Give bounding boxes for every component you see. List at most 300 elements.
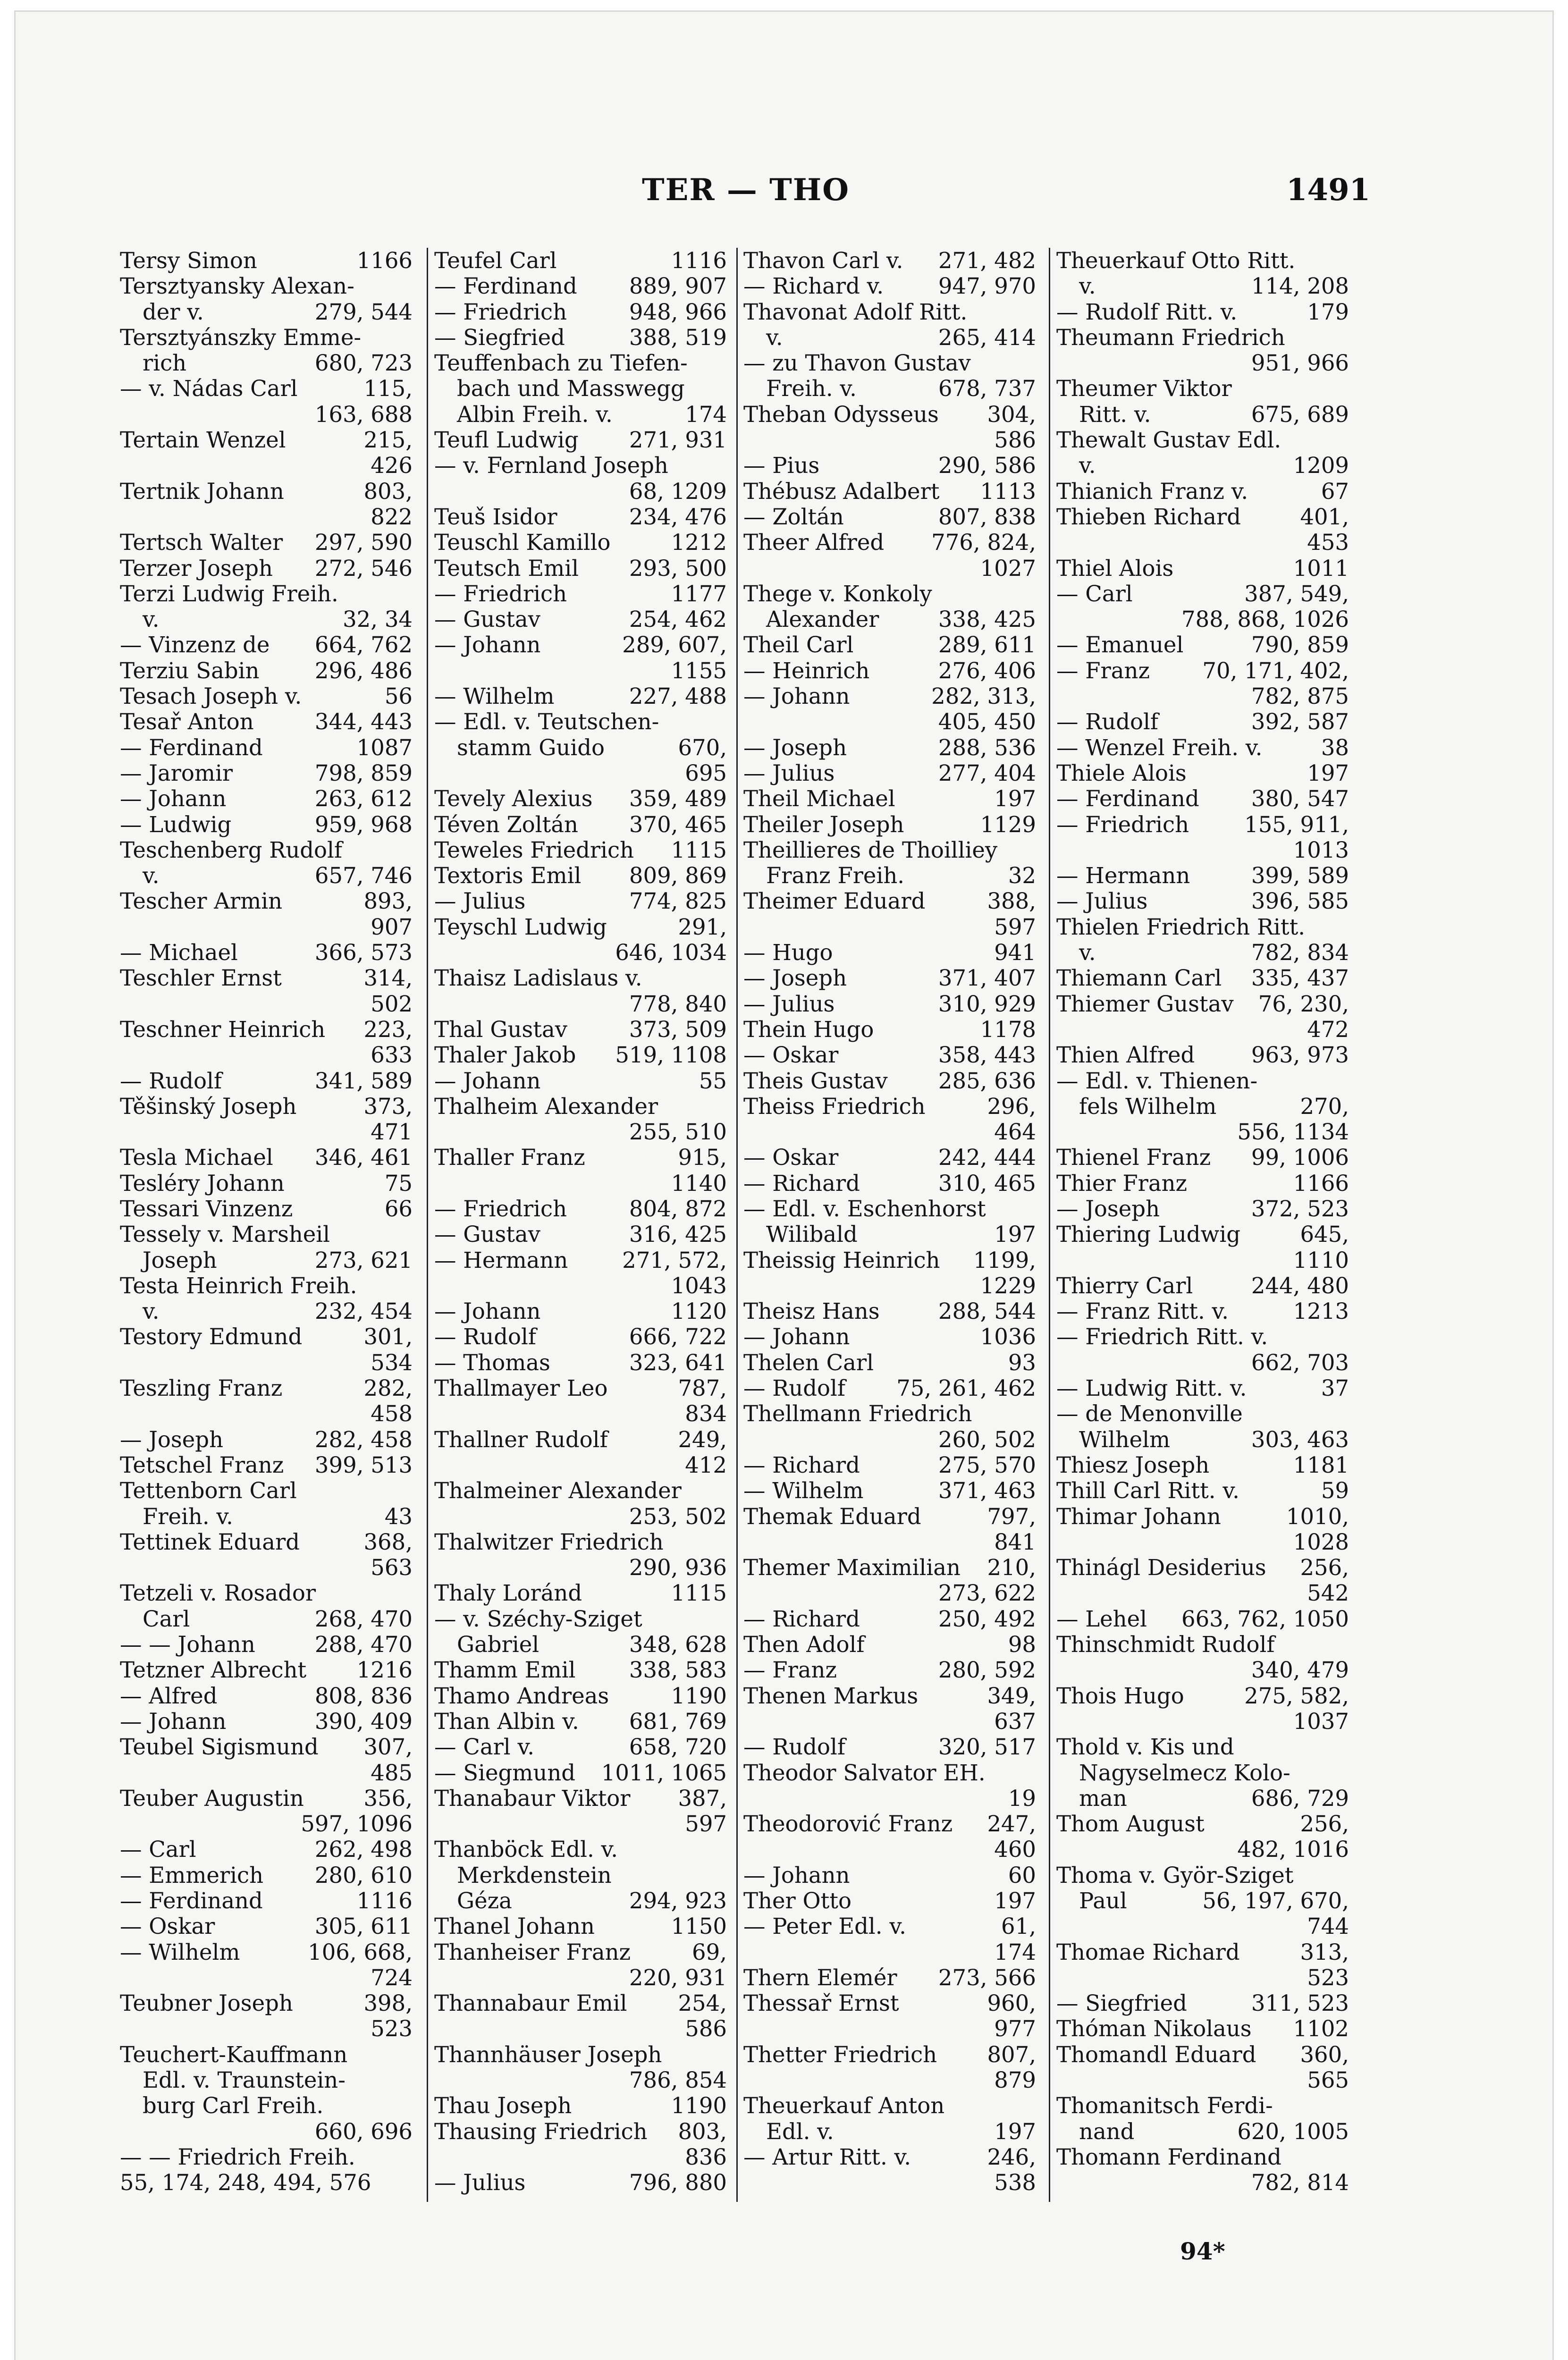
index-entry-line bbox=[120, 1247, 413, 1273]
entry-name: 55, 174, 248, 494, 576 bbox=[120, 2170, 371, 2196]
index-entry-line bbox=[120, 1401, 413, 1426]
index-entry-line bbox=[743, 504, 1036, 530]
entry-name: — Thomas bbox=[434, 1349, 550, 1375]
entry-page-refs: 32 bbox=[1008, 863, 1036, 889]
entry-page-refs: 1140 bbox=[671, 1170, 727, 1196]
entry-name: Thaller Franz bbox=[434, 1145, 585, 1171]
entry-name: Teuffenbach zu Tiefen- bbox=[434, 350, 688, 376]
entry-name: Tessely v. Marsheil bbox=[120, 1222, 330, 1247]
index-entry-line bbox=[1056, 683, 1349, 709]
entry-name: Textoris Emil bbox=[434, 863, 582, 889]
entry-name: Theissig Heinrich bbox=[743, 1247, 940, 1273]
entry-page-refs: 371, 407 bbox=[938, 965, 1036, 991]
entry-name: v. bbox=[766, 324, 783, 350]
index-entry-line bbox=[1056, 581, 1349, 607]
entry-page-refs: 1216 bbox=[356, 1657, 413, 1683]
index-column-4 bbox=[1056, 248, 1349, 2196]
entry-page-refs: 646, 1034 bbox=[615, 940, 727, 966]
index-entry-line bbox=[434, 837, 727, 863]
index-entry-line bbox=[743, 1452, 1036, 1478]
entry-name: Thomae Richard bbox=[1056, 1939, 1240, 1965]
entry-name: — Joseph bbox=[120, 1426, 224, 1452]
entry-page-refs: 563 bbox=[371, 1555, 413, 1581]
index-entry-line bbox=[120, 1478, 413, 1503]
index-entry-line bbox=[120, 940, 413, 965]
index-entry-line bbox=[743, 1094, 1036, 1119]
entry-name: — Rudolf bbox=[1056, 709, 1159, 735]
entry-name: Tescher Armin bbox=[120, 888, 283, 914]
entry-page-refs: 256, bbox=[1300, 1811, 1349, 1837]
entry-page-refs: 1181 bbox=[1293, 1452, 1349, 1478]
entry-name: — Wilhelm bbox=[120, 1939, 240, 1965]
index-entry-line bbox=[1056, 1837, 1349, 1862]
entry-name: Teuschl Kamillo bbox=[434, 530, 611, 556]
index-entry-line bbox=[120, 1939, 413, 1965]
entry-name: Tevely Alexius bbox=[434, 786, 593, 812]
index-entry-line bbox=[434, 2016, 727, 2041]
entry-name: — Ludwig Ritt. v. bbox=[1056, 1375, 1247, 1401]
index-entry-line bbox=[120, 991, 413, 1017]
entry-page-refs: 1212 bbox=[671, 530, 727, 556]
index-entry-line bbox=[434, 607, 727, 632]
index-entry-line bbox=[434, 1913, 727, 1939]
entry-name: — Emanuel bbox=[1056, 632, 1184, 658]
entry-page-refs: 253, 502 bbox=[629, 1503, 727, 1529]
index-entry-line bbox=[434, 1324, 727, 1349]
entry-page-refs: 1120 bbox=[671, 1298, 727, 1324]
entry-name: Těšinský Joseph bbox=[120, 1093, 297, 1119]
entry-name: — Johann bbox=[743, 1324, 850, 1350]
index-entry-line bbox=[743, 863, 1036, 888]
entry-page-refs: 294, 923 bbox=[629, 1888, 727, 1913]
entry-page-refs: 1229 bbox=[980, 1273, 1036, 1298]
entry-name: Thalheim Alexander bbox=[434, 1093, 658, 1119]
entry-page-refs: 841 bbox=[994, 1529, 1036, 1555]
index-entry-line bbox=[1056, 1247, 1349, 1273]
entry-page-refs: 197 bbox=[994, 2118, 1036, 2144]
entry-name: v. bbox=[143, 863, 160, 889]
entry-name: — Edl. v. Teutschen- bbox=[434, 709, 659, 735]
entry-name: — Ferdinand bbox=[434, 273, 577, 299]
entry-page-refs: 242, 444 bbox=[938, 1145, 1036, 1171]
index-entry-line bbox=[120, 1452, 413, 1478]
index-entry-line bbox=[743, 427, 1036, 453]
entry-page-refs: 106, 668, bbox=[308, 1939, 413, 1965]
index-entry-line bbox=[1056, 1068, 1349, 1094]
entry-page-refs: 305, 611 bbox=[314, 1913, 413, 1939]
entry-name: — Ludwig bbox=[120, 811, 232, 837]
index-entry-line bbox=[743, 837, 1036, 863]
index-entry-line bbox=[434, 530, 727, 555]
entry-page-refs: 115, bbox=[363, 376, 413, 402]
entry-name: Tesléry Johann bbox=[120, 1170, 285, 1196]
entry-page-refs: 1013 bbox=[1293, 837, 1349, 863]
entry-name: v. bbox=[1079, 273, 1096, 299]
index-entry-line bbox=[434, 1094, 727, 1119]
index-column-2 bbox=[434, 248, 727, 2196]
entry-page-refs: 280, 610 bbox=[314, 1862, 413, 1888]
entry-name: v. bbox=[143, 607, 160, 632]
entry-page-refs: 263, 612 bbox=[314, 786, 413, 812]
entry-page-refs: 314, bbox=[363, 965, 413, 991]
entry-name: man bbox=[1079, 1785, 1127, 1811]
entry-page-refs: 597 bbox=[994, 914, 1036, 940]
index-entry-line bbox=[120, 1913, 413, 1939]
entry-name: — Michael bbox=[120, 940, 238, 966]
entry-name: Thiele Alois bbox=[1056, 760, 1187, 786]
index-entry-line bbox=[743, 1606, 1036, 1632]
entry-name: Theumer Viktor bbox=[1056, 376, 1232, 402]
entry-name: Thieben Richard bbox=[1056, 504, 1241, 530]
entry-name: — Pius bbox=[743, 453, 820, 479]
entry-page-refs: 55 bbox=[699, 1068, 727, 1094]
entry-page-refs: 360, bbox=[1300, 2041, 1349, 2067]
entry-name: Thierry Carl bbox=[1056, 1273, 1193, 1298]
index-entry-line bbox=[743, 299, 1036, 325]
index-entry-line bbox=[120, 1760, 413, 1786]
index-entry-line bbox=[1056, 1965, 1349, 1990]
entry-page-refs: 250, 492 bbox=[938, 1606, 1036, 1632]
index-entry-line bbox=[120, 402, 413, 427]
entry-page-refs: 1115 bbox=[671, 1580, 727, 1606]
index-entry-line bbox=[1056, 1683, 1349, 1709]
entry-page-refs: 390, 409 bbox=[314, 1708, 413, 1734]
index-entry-line bbox=[743, 1811, 1036, 1837]
entry-name: Thannhäuser Joseph bbox=[434, 2041, 662, 2067]
index-entry-line bbox=[120, 709, 413, 734]
entry-page-refs: 273, 621 bbox=[314, 1247, 413, 1273]
entry-name: Edl. v. bbox=[766, 2118, 834, 2144]
entry-page-refs: 1102 bbox=[1293, 2016, 1349, 2042]
entry-name: fels Wilhelm bbox=[1079, 1093, 1217, 1119]
entry-name: — Joseph bbox=[1056, 1196, 1160, 1222]
index-entry-line bbox=[743, 1632, 1036, 1657]
entry-page-refs: 790, 859 bbox=[1251, 632, 1349, 658]
entry-page-refs: 519, 1108 bbox=[615, 1042, 727, 1068]
index-entry-line bbox=[434, 427, 727, 453]
index-entry-line bbox=[120, 1606, 413, 1632]
index-entry-line bbox=[743, 581, 1036, 607]
entry-name: Teyschl Ludwig bbox=[434, 914, 607, 940]
index-entry-line bbox=[1056, 1504, 1349, 1529]
entry-name: — Johann bbox=[120, 786, 227, 812]
index-entry-line bbox=[1056, 1298, 1349, 1324]
entry-page-refs: 244, 480 bbox=[1251, 1273, 1349, 1298]
index-entry-line bbox=[743, 376, 1036, 401]
entry-name: Thaisz Ladislaus v. bbox=[434, 965, 642, 991]
entry-name: — Rudolf bbox=[434, 1324, 537, 1350]
entry-page-refs: 1036 bbox=[980, 1324, 1036, 1350]
entry-page-refs: 597 bbox=[685, 1811, 727, 1837]
entry-page-refs: 502 bbox=[371, 991, 413, 1017]
entry-page-refs: 744 bbox=[1307, 1913, 1349, 1939]
entry-page-refs: 323, 641 bbox=[629, 1349, 727, 1375]
entry-page-refs: 373, 509 bbox=[629, 1016, 727, 1042]
entry-name: — Joseph bbox=[743, 734, 847, 760]
entry-page-refs: 645, bbox=[1300, 1222, 1349, 1247]
entry-page-refs: 398, bbox=[363, 1990, 413, 2016]
index-entry-line bbox=[120, 914, 413, 940]
entry-page-refs: 658, 720 bbox=[629, 1734, 727, 1760]
entry-name: Thill Carl Ritt. v. bbox=[1056, 1478, 1239, 1504]
index-entry-line bbox=[120, 581, 413, 607]
index-entry-line bbox=[120, 1504, 413, 1529]
entry-page-refs: 787, bbox=[678, 1375, 727, 1401]
index-entry-line bbox=[1056, 1863, 1349, 1888]
index-entry-line bbox=[434, 581, 727, 607]
index-entry-line bbox=[743, 1760, 1036, 1786]
entry-page-refs: 75, 261, 462 bbox=[896, 1375, 1036, 1401]
entry-page-refs: 1110 bbox=[1293, 1247, 1349, 1273]
index-entry-line bbox=[743, 632, 1036, 657]
index-entry-line bbox=[743, 1273, 1036, 1298]
index-entry-line bbox=[1056, 556, 1349, 581]
index-entry-line bbox=[434, 812, 727, 837]
entry-name: — Vinzenz de bbox=[120, 632, 270, 658]
index-entry-line bbox=[1056, 325, 1349, 350]
entry-page-refs: 778, 840 bbox=[629, 991, 727, 1017]
index-entry-line bbox=[743, 683, 1036, 709]
entry-page-refs: 915, bbox=[678, 1145, 727, 1171]
entry-name: Testa Heinrich Freih. bbox=[120, 1273, 357, 1298]
index-entry-line bbox=[1056, 812, 1349, 837]
entry-page-refs: 272, 546 bbox=[314, 555, 413, 581]
entry-page-refs: 67 bbox=[1321, 478, 1349, 504]
entry-page-refs: 254, bbox=[678, 1990, 727, 2016]
index-entry-line bbox=[434, 1734, 727, 1760]
index-entry-line bbox=[1056, 1555, 1349, 1580]
entry-page-refs: 681, 769 bbox=[629, 1708, 727, 1734]
entry-name: — Wilhelm bbox=[434, 683, 555, 709]
index-entry-line bbox=[1056, 658, 1349, 683]
entry-page-refs: 670, bbox=[678, 734, 727, 760]
entry-page-refs: 1190 bbox=[671, 1683, 727, 1709]
index-entry-line bbox=[434, 1863, 727, 1888]
index-entry-line bbox=[120, 1222, 413, 1247]
entry-name: Thamo Andreas bbox=[434, 1683, 609, 1709]
entry-name: Paul bbox=[1079, 1888, 1127, 1913]
entry-name: — Rudolf bbox=[743, 1734, 846, 1760]
entry-name: Thoma v. Györ-Sziget bbox=[1056, 1862, 1294, 1888]
entry-page-refs: 620, 1005 bbox=[1237, 2118, 1349, 2144]
index-entry-line bbox=[434, 2170, 727, 2195]
index-entry-line bbox=[743, 760, 1036, 786]
index-entry-line bbox=[1056, 530, 1349, 555]
index-entry-line bbox=[1056, 1273, 1349, 1298]
entry-name: — Johann bbox=[434, 632, 541, 658]
entry-name: — Hermann bbox=[434, 1247, 568, 1273]
entry-page-refs: 289, 611 bbox=[938, 632, 1036, 658]
entry-name: Thienel Franz bbox=[1056, 1145, 1211, 1171]
entry-name: Thiemann Carl bbox=[1056, 965, 1222, 991]
entry-name: Thiering Ludwig bbox=[1056, 1222, 1240, 1247]
index-entry-line bbox=[434, 2093, 727, 2118]
index-entry-line bbox=[1056, 2144, 1349, 2170]
entry-name: Thavonat Adolf Ritt. bbox=[743, 299, 968, 325]
entry-page-refs: 70, 171, 402, bbox=[1202, 657, 1349, 683]
signature-mark: 94* bbox=[1180, 2237, 1225, 2265]
entry-page-refs: 288, 544 bbox=[938, 1298, 1036, 1324]
entry-name: — Franz bbox=[1056, 657, 1150, 683]
entry-name: Tersztyansky Alexan- bbox=[120, 273, 354, 299]
entry-page-refs: 565 bbox=[1307, 2067, 1349, 2093]
index-entry-line bbox=[434, 1222, 727, 1247]
index-entry-line bbox=[120, 376, 413, 401]
entry-page-refs: 675, 689 bbox=[1251, 401, 1349, 427]
entry-page-refs: 307, bbox=[363, 1734, 413, 1760]
entry-name: — Friedrich bbox=[434, 1196, 567, 1222]
index-entry-line bbox=[1056, 888, 1349, 914]
index-entry-line bbox=[120, 1965, 413, 1990]
entry-name: Tesař Anton bbox=[120, 709, 254, 735]
entry-name: — Ferdinand bbox=[120, 734, 263, 760]
index-entry-line bbox=[120, 556, 413, 581]
entry-name: — Zoltán bbox=[743, 504, 844, 530]
index-entry-line bbox=[120, 2042, 413, 2067]
index-column-3 bbox=[743, 248, 1036, 2196]
index-entry-line bbox=[743, 479, 1036, 504]
index-entry-line bbox=[434, 1709, 727, 1734]
index-entry-line bbox=[1056, 1939, 1349, 1965]
entry-name: Ritt. v. bbox=[1079, 401, 1151, 427]
entry-name: — Julius bbox=[743, 991, 835, 1017]
index-entry-line bbox=[434, 632, 727, 657]
index-entry-line bbox=[743, 556, 1036, 581]
entry-page-refs: 460 bbox=[994, 1837, 1036, 1863]
entry-name: Tesach Joseph v. bbox=[120, 683, 302, 709]
entry-name: Thianich Franz v. bbox=[1056, 478, 1248, 504]
index-entry-line bbox=[120, 1171, 413, 1196]
entry-page-refs: 290, 586 bbox=[938, 453, 1036, 479]
entry-page-refs: 889, 907 bbox=[629, 273, 727, 299]
entry-page-refs: 293, 500 bbox=[629, 555, 727, 581]
entry-name: Thiel Alois bbox=[1056, 555, 1174, 581]
entry-name: Thaler Jakob bbox=[434, 1042, 576, 1068]
entry-name: — Carl bbox=[1056, 581, 1133, 607]
index-entry-line bbox=[120, 1042, 413, 1068]
entry-page-refs: 280, 592 bbox=[938, 1657, 1036, 1683]
entry-name: Tersztyánszky Emme- bbox=[120, 324, 362, 350]
entry-page-refs: 368, bbox=[363, 1529, 413, 1555]
entry-page-refs: 948, 966 bbox=[629, 299, 727, 325]
index-entry-line bbox=[434, 1452, 727, 1478]
index-entry-line bbox=[743, 2093, 1036, 2118]
index-entry-line bbox=[743, 2067, 1036, 2093]
index-entry-line bbox=[1056, 2170, 1349, 2195]
entry-name: Testory Edmund bbox=[120, 1324, 303, 1350]
index-entry-line bbox=[434, 2067, 727, 2093]
entry-name: Wilibald bbox=[766, 1222, 858, 1247]
entry-name: Themak Eduard bbox=[743, 1503, 921, 1529]
entry-name: Thau Joseph bbox=[434, 2093, 572, 2119]
entry-page-refs: 523 bbox=[371, 2016, 413, 2042]
entry-name: Thavon Carl v. bbox=[743, 248, 903, 273]
entry-name: — Julius bbox=[1056, 888, 1148, 914]
index-entry-line bbox=[1056, 1324, 1349, 1349]
index-entry-line bbox=[743, 248, 1036, 273]
entry-name: — Friedrich bbox=[434, 299, 567, 325]
entry-page-refs: 1199, bbox=[973, 1247, 1036, 1273]
entry-page-refs: 633 bbox=[371, 1042, 413, 1068]
entry-page-refs: 291, bbox=[678, 914, 727, 940]
index-entry-line bbox=[434, 1632, 727, 1657]
index-entry-line bbox=[434, 1401, 727, 1426]
entry-page-refs: 338, 583 bbox=[629, 1657, 727, 1683]
index-entry-line bbox=[120, 1273, 413, 1298]
entry-name: Thellmann Friedrich bbox=[743, 1401, 972, 1427]
entry-page-refs: 1087 bbox=[356, 734, 413, 760]
entry-name: Thébusz Adalbert bbox=[743, 478, 940, 504]
entry-page-refs: 782, 875 bbox=[1251, 683, 1349, 709]
entry-page-refs: 1177 bbox=[671, 581, 727, 607]
entry-name: nand bbox=[1079, 2118, 1135, 2144]
index-entry-line bbox=[120, 530, 413, 555]
index-entry-line bbox=[1056, 504, 1349, 530]
entry-name: Thold v. Kis und bbox=[1056, 1734, 1234, 1760]
entry-page-refs: 401, bbox=[1300, 504, 1349, 530]
index-entry-line bbox=[434, 683, 727, 709]
entry-page-refs: 893, bbox=[363, 888, 413, 914]
index-entry-line bbox=[120, 427, 413, 453]
entry-page-refs: 387, bbox=[678, 1785, 727, 1811]
index-entry-line bbox=[1056, 1222, 1349, 1247]
entry-page-refs: 387, 549, bbox=[1244, 581, 1349, 607]
entry-page-refs: 388, bbox=[987, 888, 1036, 914]
entry-name: — Hugo bbox=[743, 940, 833, 966]
entry-page-refs: 774, 825 bbox=[629, 888, 727, 914]
entry-page-refs: 666, 722 bbox=[629, 1324, 727, 1350]
entry-page-refs: 271, 572, bbox=[622, 1247, 727, 1273]
entry-name: — Gustav bbox=[434, 1222, 540, 1247]
index-entry-line bbox=[434, 2119, 727, 2144]
entry-name: — Siegfried bbox=[1056, 1990, 1187, 2016]
index-entry-line bbox=[1056, 1042, 1349, 1068]
entry-name: Thal Gustav bbox=[434, 1016, 567, 1042]
entry-page-refs: 234, 476 bbox=[629, 504, 727, 530]
index-entry-line bbox=[1056, 1401, 1349, 1426]
entry-page-refs: 786, 854 bbox=[629, 2067, 727, 2093]
entry-name: Freih. v. bbox=[143, 1503, 233, 1529]
entry-page-refs: 76, 230, bbox=[1258, 991, 1349, 1017]
entry-name: Theer Alfred bbox=[743, 530, 885, 556]
entry-page-refs: 155, 911, bbox=[1244, 811, 1349, 837]
entry-name: Thalmeiner Alexander bbox=[434, 1478, 682, 1504]
entry-name: Albin Freih. v. bbox=[457, 401, 613, 427]
index-entry-line bbox=[434, 1760, 727, 1786]
entry-page-refs: 271, 482 bbox=[938, 248, 1036, 273]
index-entry-line bbox=[120, 965, 413, 991]
entry-page-refs: 275, 570 bbox=[938, 1452, 1036, 1478]
index-entry-line bbox=[120, 1888, 413, 1913]
index-entry-line bbox=[434, 1939, 727, 1965]
entry-page-refs: 1166 bbox=[356, 248, 413, 273]
entry-page-refs: 227, 488 bbox=[629, 683, 727, 709]
index-entry-line bbox=[120, 1375, 413, 1401]
entry-page-refs: 340, 479 bbox=[1251, 1657, 1349, 1683]
index-entry-line bbox=[1056, 1760, 1349, 1786]
index-entry-line bbox=[120, 863, 413, 888]
entry-page-refs: 963, 973 bbox=[1251, 1042, 1349, 1068]
entry-page-refs: 1209 bbox=[1293, 453, 1349, 479]
index-entry-line bbox=[743, 1888, 1036, 1913]
entry-name: Teuber Augustin bbox=[120, 1785, 304, 1811]
entry-page-refs: 680, 723 bbox=[314, 350, 413, 376]
index-entry-line bbox=[743, 914, 1036, 940]
index-entry-line bbox=[434, 248, 727, 273]
index-entry-line bbox=[120, 325, 413, 350]
entry-name: Merkdenstein bbox=[457, 1862, 612, 1888]
entry-page-refs: 38 bbox=[1321, 734, 1349, 760]
